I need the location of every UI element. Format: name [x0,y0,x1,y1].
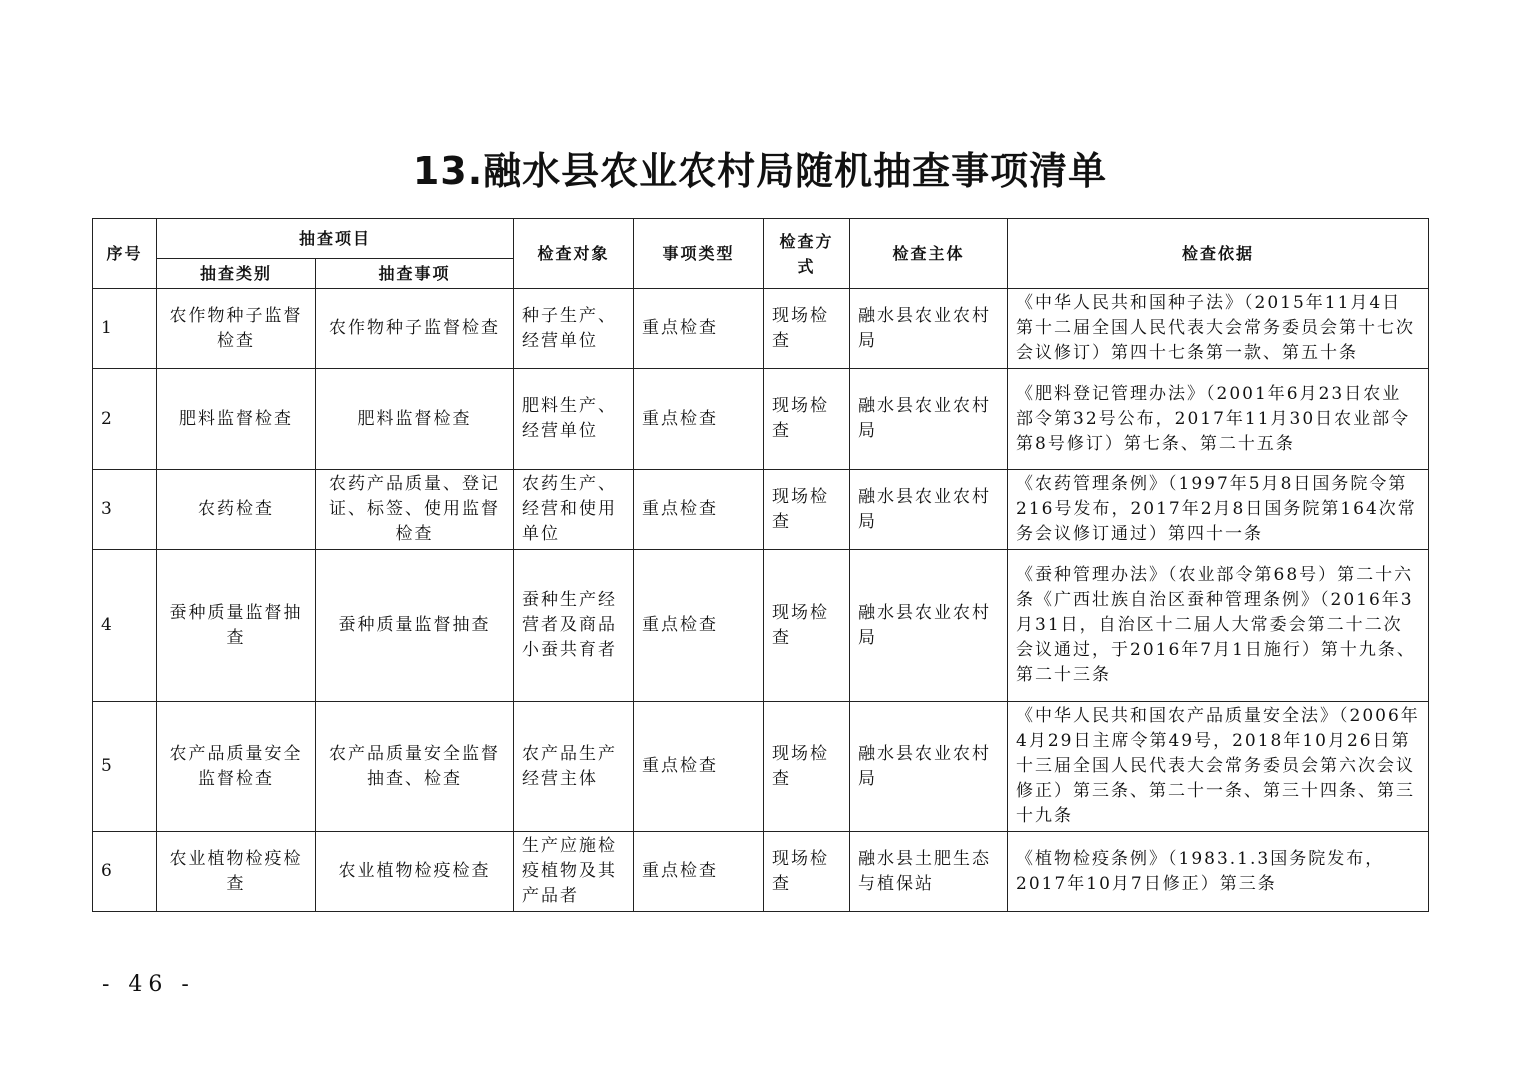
cell-object: 种子生产、经营单位 [514,289,634,369]
cell-no: 4 [93,550,157,702]
cell-category: 农业植物检疫检查 [157,832,316,912]
header-type: 事项类型 [634,219,764,289]
cell-subject: 融水县农业农村局 [850,289,1008,369]
cell-type: 重点检查 [634,369,764,470]
cell-type: 重点检查 [634,289,764,369]
cell-object: 蚕种生产经营者及商品小蚕共育者 [514,550,634,702]
cell-category: 蚕种质量监督抽查 [157,550,316,702]
header-subject: 检查主体 [850,219,1008,289]
cell-category: 农药检查 [157,470,316,550]
table-row [93,470,1429,550]
cell-method: 现场检查 [764,550,850,702]
cell-category: 农作物种子监督检查 [157,289,316,369]
cell-category: 肥料监督检查 [157,369,316,470]
cell-object: 生产应施检疫植物及其产品者 [514,832,634,912]
cell-object: 农产品生产经营主体 [514,702,634,832]
header-category: 抽查类别 [157,259,316,289]
cell-category: 农产品质量安全监督检查 [157,702,316,832]
page-title: 13.融水县农业农村局随机抽查事项清单 [412,149,1108,193]
cell-no: 2 [93,369,157,470]
cell-type: 重点检查 [634,832,764,912]
cell-item: 肥料监督检查 [316,369,514,470]
header-method: 检查方式 [764,219,850,289]
cell-subject: 融水县农业农村局 [850,369,1008,470]
cell-type: 重点检查 [634,702,764,832]
cell-subject: 融水县农业农村局 [850,470,1008,550]
cell-subject: 融水县农业农村局 [850,550,1008,702]
cell-no: 6 [93,832,157,912]
header-item: 抽查事项 [316,259,514,289]
cell-no: 3 [93,470,157,550]
table-row [93,832,1429,912]
cell-basis: 《中华人民共和国种子法》（2015年11月4日第十二届全国人民代表大会常务委员会第十七次会议修订）第四十七条第一款、第五十条 [1008,289,1429,369]
cell-basis: 《农药管理条例》（1997年5月8日国务院令第216号发布，2017年2月8日国务院第164次常务会议修订通过）第四十一条 [1008,470,1429,550]
cell-no: 1 [93,289,157,369]
cell-item: 蚕种质量监督抽查 [316,550,514,702]
cell-item: 农业植物检疫检查 [316,832,514,912]
page-number: - 46 - [102,972,195,997]
cell-method: 现场检查 [764,369,850,470]
cell-type: 重点检查 [634,550,764,702]
cell-item: 农药产品质量、登记证、标签、使用监督检查 [316,470,514,550]
cell-method: 现场检查 [764,470,850,550]
header-no: 序号 [93,219,157,289]
header-object: 检查对象 [514,219,634,289]
cell-method: 现场检查 [764,289,850,369]
cell-subject: 融水县农业农村局 [850,702,1008,832]
header-project: 抽查项目 [157,219,514,259]
table-row [93,702,1429,832]
cell-item: 农产品质量安全监督抽查、检查 [316,702,514,832]
cell-object: 农药生产、经营和使用单位 [514,470,634,550]
inspection-table [92,218,1429,912]
cell-object: 肥料生产、经营单位 [514,369,634,470]
cell-subject: 融水县土肥生态与植保站 [850,832,1008,912]
cell-no: 5 [93,702,157,832]
table-row [93,550,1429,702]
cell-basis: 《蚕种管理办法》（农业部令第68号）第二十六条《广西壮族自治区蚕种管理条例》（2016年3月31日，自治区十二届人大常委会第二十二次会议通过，于2016年7月1日施行）第十九条、第二十三条 [1008,550,1429,702]
cell-method: 现场检查 [764,832,850,912]
cell-method: 现场检查 [764,702,850,832]
header-basis: 检查依据 [1008,219,1429,289]
cell-basis: 《中华人民共和国农产品质量安全法》（2006年4月29日主席令第49号，2018年10月26日第十三届全国人民代表大会常务委员会第六次会议修正）第三条、第二十一条、第三十四条、第三十九条 [1008,702,1429,832]
table-row [93,289,1429,369]
table-row [93,369,1429,470]
cell-basis: 《植物检疫条例》（1983.1.3国务院发布，2017年10月7日修正）第三条 [1008,832,1429,912]
cell-basis: 《肥料登记管理办法》（2001年6月23日农业部令第32号公布，2017年11月30日农业部令第8号修订）第七条、第二十五条 [1008,369,1429,470]
cell-item: 农作物种子监督检查 [316,289,514,369]
cell-type: 重点检查 [634,470,764,550]
